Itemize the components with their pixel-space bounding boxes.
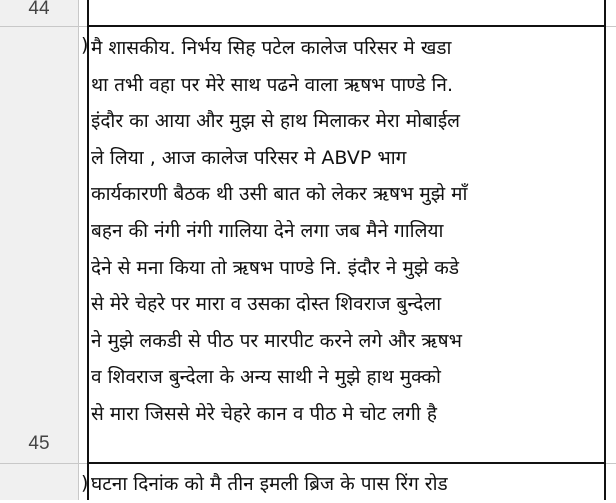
text-line: घटना दिनांक को मै तीन इमली ब्रिज के पास रिंग रोड (91, 473, 448, 495)
prev-column-text: ) (81, 472, 89, 494)
text-line: ले लिया , आज कालेज परिसर मे ABVP भाग (91, 146, 407, 169)
text-line: देने से मना किया तो ऋषभ पाण्डे नि. इंदौर ने मुझे कडे (91, 256, 460, 279)
text-line: बहन की नंगी नंगी गालिया देने लगा जब मैने गालिया (91, 219, 444, 242)
cell-border-bottom (87, 462, 606, 464)
cell-border-left (87, 0, 89, 500)
prev-column-text: ) (81, 34, 89, 56)
cell-text-row-45[interactable] (91, 30, 611, 433)
text-line: इंदौर का आया और मुझ से हाथ मिलाकर मेरा मोबाईल (91, 110, 461, 133)
cell-text-row-46[interactable] (91, 466, 611, 503)
text-line: कार्यकारणी बैठक थी उसी बात को लेकर ऋषभ मुझे माँ (91, 183, 468, 206)
text-line: मै शासकीय. निर्भय सिह पटेल कालेज परिसर मे खडा (91, 37, 452, 59)
text-line: से मारा जिससे मेरे चेहरे कान व पीठ मे चोट लगी है (91, 402, 437, 425)
row-header-44[interactable] (0, 0, 79, 26)
text-line: था तभी वहा पर मेरे साथ पढने वाला ऋषभ पाण्डे नि. (91, 73, 454, 96)
row-header-46[interactable] (0, 464, 79, 500)
row-number: 44 (28, 0, 50, 19)
text-line: ने मुझे लकडी से पीठ पर मारपीट करने लगे और ऋषभ (91, 329, 462, 352)
text-line: व शिवराज बुन्देला के अन्य साथी ने मुझे हाथ मुक्को (91, 366, 441, 389)
row-number: 45 (28, 433, 50, 454)
cell-border-top (87, 25, 606, 27)
row-header-45[interactable] (0, 27, 79, 463)
text-line: से मेरे चेहरे पर मारा व उसका दोस्त शिवराज बुन्देला (91, 293, 442, 316)
